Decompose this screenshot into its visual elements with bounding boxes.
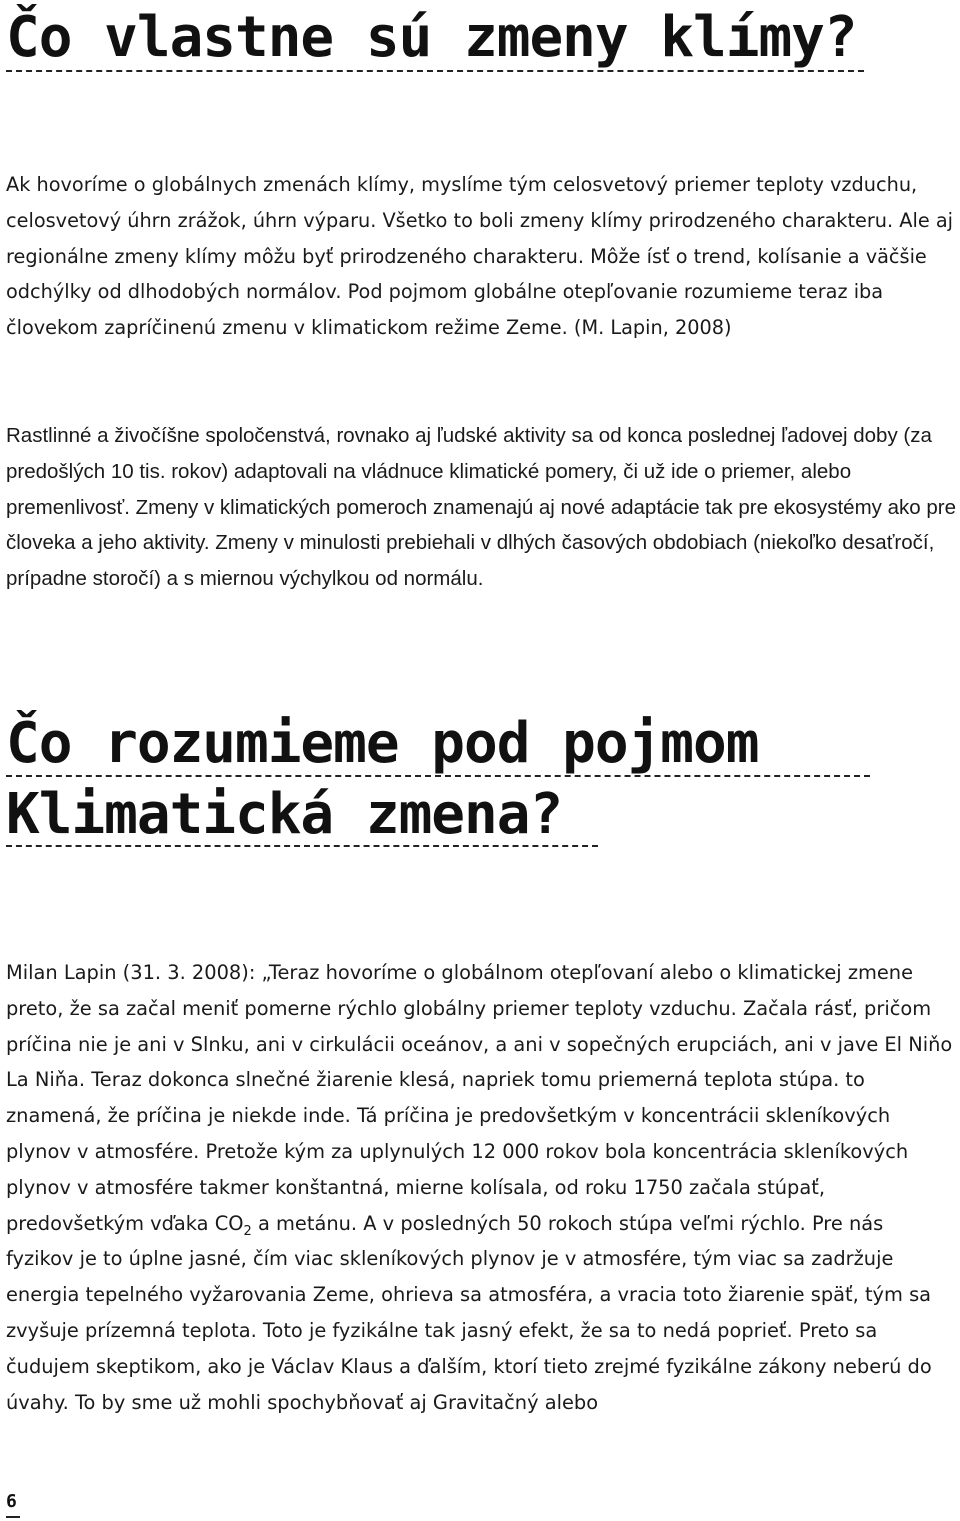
quote-text-part1: Milan Lapin (31. 3. 2008): „Teraz hovoríme o globálnom otepľovaní alebo o klimatickej zmene preto, že sa začal meniť pomerne rýchlo globálny priemer teploty vzduchu. Začala rásť, pričom príčina nie je ani v Slnku, ani v cirkulácii oceánov, a ani v sopečných erupciách, ani v jave El Niňo La Niňa. Teraz dokonca slnečné žiarenie klesá, napriek tomu priemerná teplota stúpa. to znamená, že príčina je niekde inde. Tá príčina je predovšetkým v koncentrácii skleníkových plynov v atmosfére. Pretože kým za uplynulých 12 000 rokov bola koncentrácia skleníkových plynov v atmosfére takmer konštantná, mierne kolísala, od roku 1750 začala stúpať, predovšetkým vďaka CO bbox=[6, 961, 953, 1235]
co2-subscript: 2 bbox=[243, 1223, 252, 1239]
heading-dashed-underline bbox=[6, 845, 598, 847]
section-heading-climate-change: Čo vlastne sú zmeny klímy? bbox=[6, 5, 857, 70]
lapin-quote-paragraph bbox=[6, 955, 956, 1420]
section-heading-understanding-line1: Čo rozumieme pod pojmom bbox=[6, 711, 759, 776]
quote-text-part2: a metánu. A v posledných 50 rokoch stúpa veľmi rýchlo. Pre nás fyzikov je to úplne jasné, čím viac skleníkových plynov je v atmosfére, tým viac sa zadržuje energia tepelného vyžarovania Zeme, ohrieva sa atmosféra, a vracia toto žiarenie späť, tým sa zvyšuje prízemná teplota. Toto je fyzikálne tak jasný efekt, že sa to nedá poprieť. Preto sa čudujem skeptikom, ako je Václav Klaus a ďalším, ktorí tieto zrejmé fyzikálne zákony neberú do úvahy. To by sme už mohli spochybňovať aj Gravitačný alebo bbox=[6, 1211, 932, 1414]
section-heading-understanding-line2: Klimatická zmena? bbox=[6, 782, 563, 847]
page-number-underline bbox=[6, 1516, 20, 1518]
heading-dashed-underline bbox=[6, 775, 870, 777]
intro-paragraph: Ak hovoríme o globálnych zmenách klímy, myslíme tým celosvetový priemer teploty vzduchu, celosvetový úhrn zrážok, úhrn výparu. Všetko to boli zmeny klímy prirodzeného charakteru. Ale aj regionálne zmeny klímy môžu byť prirodzeného charakteru. Môže ísť o trend, kolísanie a väčšie odchýlky od dlhodobých normálov. Pod pojmom globálne otepľovanie rozumieme teraz iba človekom zapríčinenú zmenu v klimatickom režime Zeme. (M. Lapin, 2008) bbox=[6, 173, 953, 340]
adaptation-paragraph: Rastlinné a živočíšne spoločenstvá, rovnako aj ľudské aktivity sa od konca poslednej ľadovej doby (za predošlých 10 tis. rokov) adaptovali na vládnuce klimatické pomery, či už ide o priemer, alebo premenlivosť. Zmeny v klimatických pomeroch znamenajú aj nové adaptácie tak pre ekosystémy ako pre človeka a jeho aktivity. Zmeny v minulosti prebiehali v dlhých časových obdobiach (niekoľko desaťročí, prípadne storočí) a s miernou výchylkou od normálu. bbox=[6, 424, 956, 591]
page-number: 6 bbox=[6, 1491, 17, 1512]
heading-dashed-underline bbox=[6, 70, 864, 72]
